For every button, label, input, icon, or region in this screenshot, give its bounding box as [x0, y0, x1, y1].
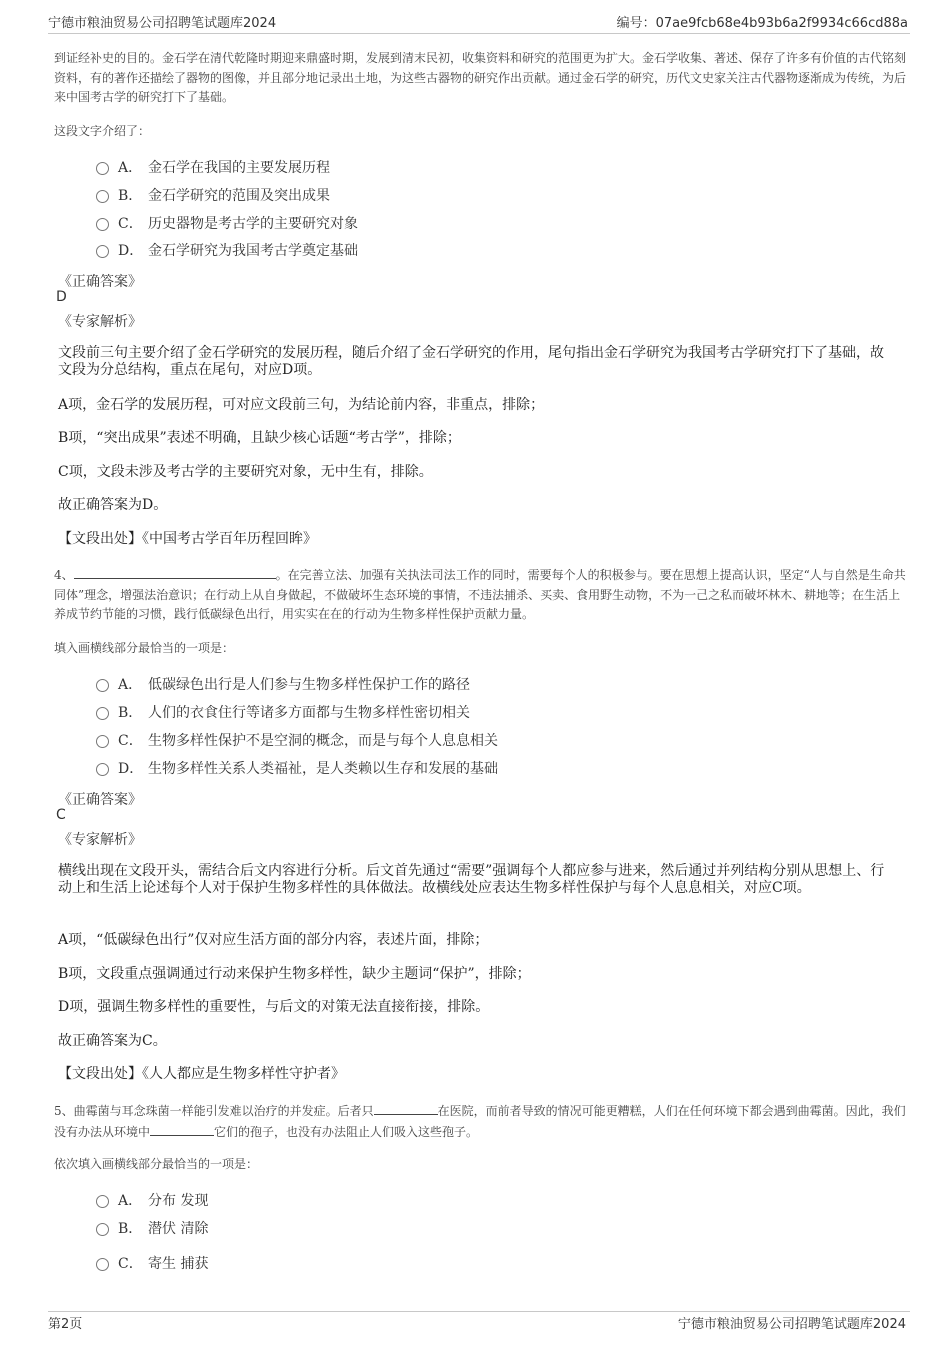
document-id: 编号：07ae9fcb68e4b93b6a2f9934c66cd88a — [616, 16, 908, 31]
radio-icon[interactable] — [96, 735, 109, 748]
q5-passage: 5、曲霉菌与耳念珠菌一样能引发难以治疗的并发症。后者只 在医院，而前者导致的情况可能更糟糕，人们在任何环境下都会遇到曲霉菌。因此，我们没有办法从环境中 它们的孢子，也没有办法阻止人们吸入这些孢子。 — [54, 1101, 910, 1142]
radio-icon[interactable] — [96, 190, 109, 203]
radio-icon[interactable] — [96, 245, 109, 258]
q3-conclusion: 故正确答案为D。 — [58, 497, 168, 513]
radio-icon[interactable] — [96, 679, 109, 692]
q5-blank-1 — [374, 1101, 438, 1115]
page-number: 第2页 — [48, 1317, 83, 1332]
q3-passage: 到证经补史的目的。金石学在清代乾隆时期迎来鼎盛时期，发展到清末民初，收集资料和研究的范围更为扩大。金石学收集、著述、保存了许多有价值的古代铭刻资料，有的著作还描绘了器物的图像，并且部分地记录出土地，为这些古器物的研究作出贡献。通过金石学的研究，历代文史家关注古代器物逐渐成为传统，为后来中国考古学的研究打下了基础。 — [54, 51, 907, 104]
q3-analysis-label: 《专家解析》 — [58, 314, 142, 330]
q4-blank — [74, 565, 276, 579]
q4-answer-label: 《正确答案》 — [58, 792, 142, 808]
radio-icon[interactable] — [96, 707, 109, 720]
q4-analysis-summary: 横线出现在文段开头，需结合后文内容进行分析。后文首先通过“需要”强调每个人都应参与进来，然后通过并列结构分别从思想上、行动上和生活上论述每个人对于保护生物多样性的具体做法。故横线处应表达生物多样性保护与每个人息息相关，对应C项。 — [58, 863, 885, 896]
q3-analysis-summary: 文段前三句主要介绍了金石学研究的发展历程，随后介绍了金石学研究的作用，尾句指出金石学研究为我国考古学研究打下了基础，故文段为分总结构，重点在尾句，对应D项。 — [58, 345, 884, 378]
q5-prompt: 依次填入画横线部分最恰当的一项是： — [54, 1157, 259, 1171]
q3-analysis-a: A项，金石学的发展历程，可对应文段前三句，为结论前内容，非重点，排除； — [58, 397, 545, 413]
header-title: 宁德市粮油贸易公司招聘笔试题库2024 — [48, 16, 277, 31]
q4-source: 【文段出处】《人人都应是生物多样性守护者》 — [58, 1066, 345, 1082]
radio-icon[interactable] — [96, 763, 109, 776]
q4-analysis-b: B项，文段重点强调通过行动来保护生物多样性，缺少主题词“保护”，排除； — [58, 966, 531, 982]
header-divider — [48, 33, 910, 34]
q4-prompt: 填入画横线部分最恰当的一项是： — [54, 641, 235, 655]
q3-prompt: 这段文字介绍了： — [54, 124, 151, 138]
radio-icon[interactable] — [96, 1258, 109, 1271]
footer-title: 宁德市粮油贸易公司招聘笔试题库2024 — [677, 1317, 906, 1332]
q3-answer-label: 《正确答案》 — [58, 274, 142, 290]
radio-icon[interactable] — [96, 218, 109, 231]
radio-icon[interactable] — [96, 1195, 109, 1208]
q3-source: 【文段出处】《中国考古学百年历程回眸》 — [58, 531, 317, 547]
q4-passage: 4、 。在完善立法、加强有关执法司法工作的同时，需要每个人的积极参与。要在思想上提高认识，坚定“人与自然是生命共同体”理念，增强法治意识；在行动上从自身做起，不做破坏生态环境的事情，不违法捕杀、买卖、食用野生动物，不为一己之私而破坏林木、耕地等；在生活上养成节约节能的习惯，践行低碳绿色出行，用实实在在的行动为生物多样性保护贡献力量。 — [54, 565, 910, 625]
q4-analysis-a: A项，“低碳绿色出行”仅对应生活方面的部分内容，表述片面，排除； — [58, 932, 489, 948]
q3-analysis-c: C项，文段未涉及考古学的主要研究对象，无中生有，排除。 — [58, 464, 433, 480]
q4-conclusion: 故正确答案为C。 — [58, 1033, 167, 1049]
q5-blank-2 — [150, 1122, 214, 1136]
radio-icon[interactable] — [96, 1223, 109, 1236]
q3-analysis-b: B项，“突出成果”表述不明确，且缺少核心话题“考古学”，排除； — [58, 430, 461, 446]
q4-answer: C — [56, 807, 66, 823]
radio-icon[interactable] — [96, 162, 109, 175]
q4-analysis-label: 《专家解析》 — [58, 832, 142, 848]
q3-answer: D — [56, 289, 67, 305]
q4-analysis-d: D项，强调生物多样性的重要性，与后文的对策无法直接衔接，排除。 — [58, 999, 490, 1015]
footer-divider — [48, 1311, 910, 1312]
